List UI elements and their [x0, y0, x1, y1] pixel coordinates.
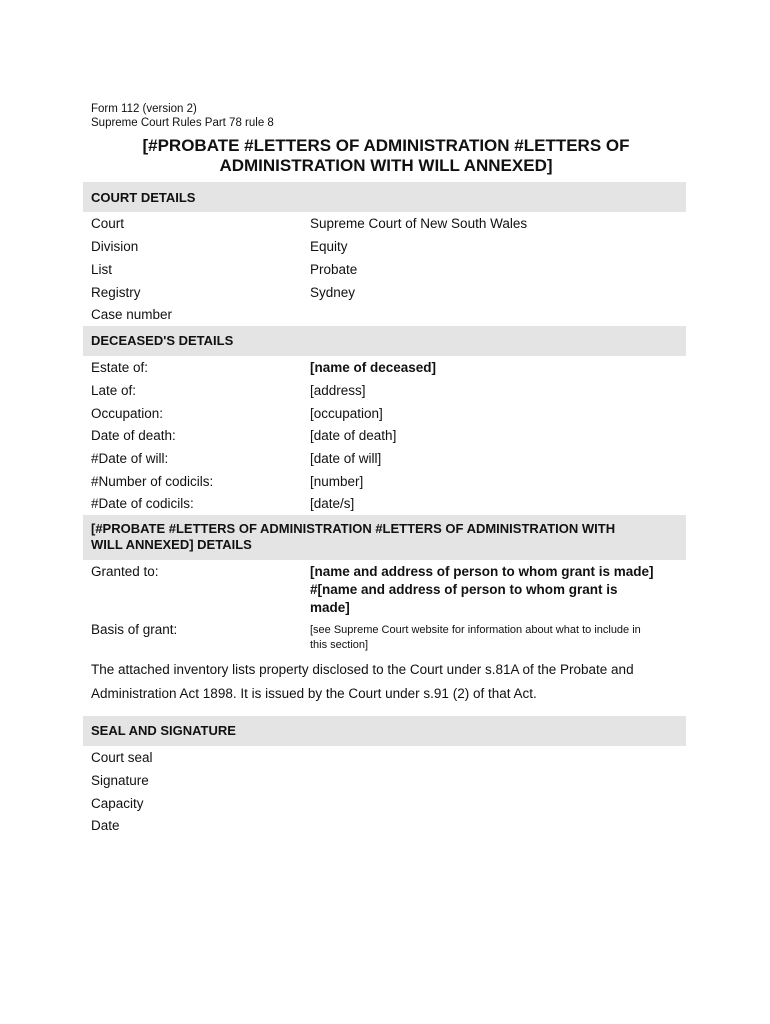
section-heading-seal-and-signature: SEAL AND SIGNATURE [83, 716, 686, 746]
number-of-codicils-value: [number] [310, 474, 364, 489]
section-heading-grant-details [83, 515, 686, 560]
court-value: Supreme Court of New South Wales [310, 216, 528, 231]
inventory-statement-line-2: Administration Act 1898. It is issued by the Court under s.91 (2) of that Act. [91, 686, 537, 701]
grant-heading-line-1: [#PROBATE #LETTERS OF ADMINISTRATION #LETTERS OF ADMINISTRATION WITH [91, 521, 616, 536]
court-seal-label: Court seal [91, 750, 153, 765]
occupation-value: [occupation] [310, 406, 383, 421]
signature-label: Signature [91, 773, 149, 788]
form-title-line-2: ADMINISTRATION WITH WILL ANNEXED] [219, 156, 553, 175]
registry-value: Sydney [310, 285, 356, 300]
estate-value: [name of deceased] [310, 360, 437, 375]
date-of-death-label: Date of death: [91, 428, 176, 443]
late-of-label: Late of: [91, 383, 137, 398]
division-label: Division [91, 239, 139, 254]
court-label: Court [91, 216, 125, 231]
date-of-death-value: [date of death] [310, 428, 397, 443]
form-title-line-1: [#PROBATE #LETTERS OF ADMINISTRATION #LETTERS OF [142, 136, 630, 155]
rule-reference: Supreme Court Rules Part 78 rule 8 [91, 117, 274, 129]
capacity-label: Capacity [91, 796, 144, 811]
granted-to-value-2b: made] [310, 600, 350, 615]
occupation-label: Occupation: [91, 406, 164, 421]
inventory-statement [91, 658, 681, 706]
basis-of-grant-value [310, 623, 682, 653]
form-meta [91, 102, 274, 130]
grant-heading-line-2: WILL ANNEXED] DETAILS [91, 537, 252, 552]
granted-to-value [310, 563, 682, 617]
list-label: List [91, 262, 113, 277]
date-of-will-value: [date of will] [310, 451, 382, 466]
date-of-codicils-label: #Date of codicils: [91, 496, 194, 511]
basis-of-grant-value-b: this section] [310, 639, 369, 651]
basis-of-grant-label: Basis of grant: [91, 622, 178, 637]
date-of-codicils-value: [date/s] [310, 496, 355, 511]
form-title [91, 136, 681, 176]
date-label: Date [91, 818, 120, 833]
basis-of-grant-value-a: [see Supreme Court website for information about what to include in [310, 624, 641, 636]
granted-to-label: Granted to: [91, 564, 159, 579]
late-of-value: [address] [310, 383, 366, 398]
section-heading-court-details: COURT DETAILS [83, 182, 686, 212]
number-of-codicils-label: #Number of codicils: [91, 474, 214, 489]
list-value: Probate [310, 262, 358, 277]
division-value: Equity [310, 239, 348, 254]
granted-to-value-2a: #[name and address of person to whom grant is [310, 582, 618, 597]
granted-to-value-1: [name and address of person to whom grant is made] [310, 564, 654, 579]
inventory-statement-line-1: The attached inventory lists property disclosed to the Court under s.81A of the Probate and [91, 662, 634, 677]
date-of-will-label: #Date of will: [91, 451, 169, 466]
section-heading-deceased-details: DECEASED'S DETAILS [83, 326, 686, 356]
form-number: Form 112 (version 2) [91, 103, 197, 115]
case-number-label: Case number [91, 307, 173, 322]
registry-label: Registry [91, 285, 141, 300]
estate-label: Estate of: [91, 360, 149, 375]
